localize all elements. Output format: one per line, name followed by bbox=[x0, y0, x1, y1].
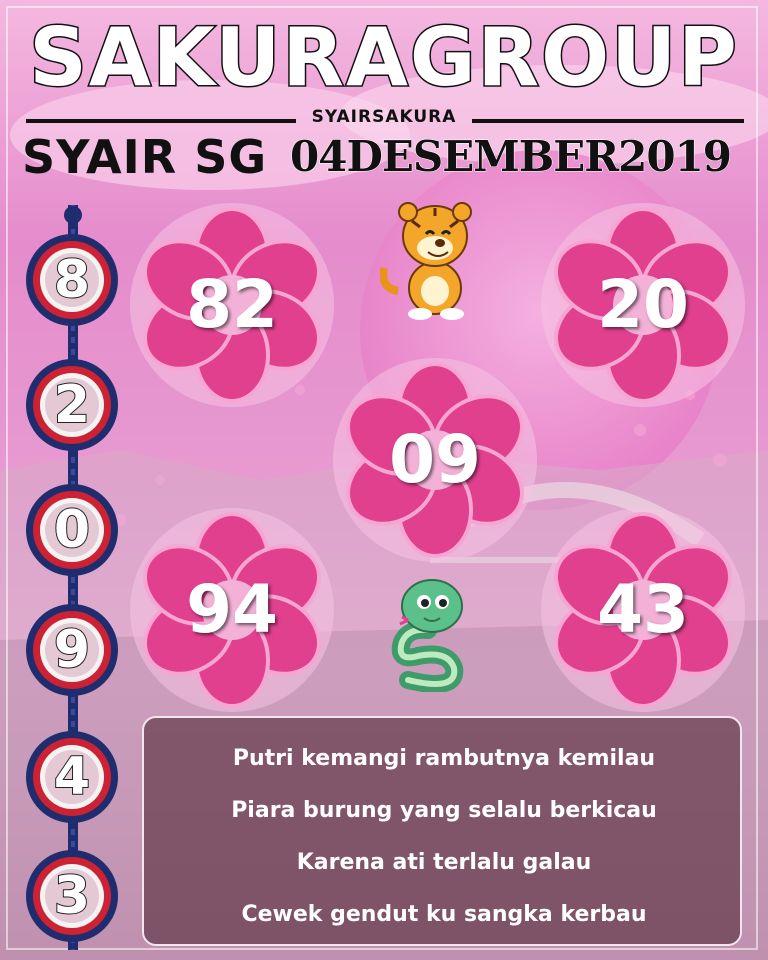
side-number: 2 bbox=[53, 375, 91, 435]
side-number: 9 bbox=[53, 620, 91, 680]
flower-number: 94 bbox=[186, 571, 278, 648]
subtitle: SYAIRSAKURA bbox=[311, 107, 457, 127]
side-number: 8 bbox=[53, 250, 91, 310]
flower-number: 82 bbox=[186, 266, 278, 343]
poem-line: Putri kemangi rambutnya kemilau bbox=[232, 746, 656, 771]
side-ball bbox=[22, 480, 122, 580]
side-number: 4 bbox=[53, 747, 91, 807]
sakura-flower bbox=[538, 200, 748, 410]
poem-line: Cewek gendut ku sangka kerbau bbox=[241, 902, 647, 927]
side-ball bbox=[22, 846, 122, 946]
flower-number: 09 bbox=[389, 421, 481, 498]
side-number: 3 bbox=[53, 866, 91, 926]
side-ball bbox=[22, 230, 122, 330]
sakura-flower bbox=[538, 505, 748, 715]
sakura-flower bbox=[330, 355, 540, 565]
side-ball bbox=[22, 727, 122, 827]
flower-number: 20 bbox=[597, 266, 689, 343]
poem-line: Karena ati terlalu galau bbox=[296, 850, 592, 875]
sakura-flower bbox=[127, 505, 337, 715]
poem-panel bbox=[142, 716, 742, 946]
side-ball bbox=[22, 600, 122, 700]
side-number: 0 bbox=[53, 500, 91, 560]
sakura-flower bbox=[127, 200, 337, 410]
side-ball bbox=[22, 355, 122, 455]
brand-logo: SAKURAGROUP bbox=[29, 11, 739, 104]
snake-icon bbox=[388, 572, 473, 692]
date-label: 04DESEMBER2019 bbox=[290, 132, 732, 181]
poem-line: Piara burung yang selalu berkicau bbox=[231, 798, 657, 823]
flower-number: 43 bbox=[597, 571, 689, 648]
syair-label: SYAIR SG bbox=[22, 130, 268, 184]
tiger-icon bbox=[380, 196, 480, 321]
